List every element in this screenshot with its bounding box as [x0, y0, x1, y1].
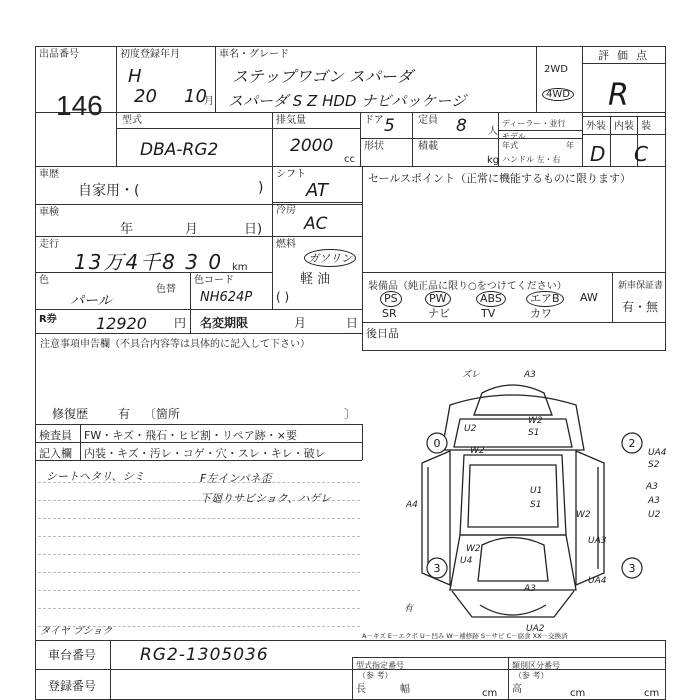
- type-label: 型式: [122, 115, 142, 126]
- model-grade-label: 車名・グレード: [219, 49, 289, 60]
- history-value: 自家用・(: [78, 183, 140, 199]
- note-line-3: 下廻りサビショク、ハゲレ: [200, 492, 332, 505]
- displacement-label: 排気量: [276, 115, 306, 126]
- mark: W2: [466, 544, 481, 554]
- ac-label: 冷房: [276, 205, 296, 216]
- load-label: 積載: [418, 141, 438, 152]
- note-line-2: F左インパネ歪: [200, 472, 272, 485]
- class-note: （参 考）: [514, 671, 549, 680]
- ac-value: AC: [304, 214, 328, 234]
- first-reg-era: H: [128, 66, 142, 87]
- score-label-2: 装: [641, 121, 651, 132]
- repair-value: 有: [118, 407, 131, 421]
- frame-left: [35, 46, 36, 700]
- color-code-paren: ( ): [276, 290, 290, 304]
- displacement-unit: cc: [344, 154, 355, 165]
- fuel-value: ガソリン: [304, 249, 356, 267]
- equip-sr: SR: [382, 307, 397, 320]
- mark: W2: [576, 510, 591, 520]
- tire-front-right: 2: [628, 437, 636, 450]
- handle-label: ハンドル 左・右: [502, 155, 561, 164]
- mark: W2: [528, 416, 543, 426]
- first-reg-month: 10: [184, 86, 207, 107]
- capacity-label: 定員: [418, 115, 438, 126]
- mark: ズレ: [462, 370, 481, 380]
- equip-aw: AW: [580, 291, 598, 304]
- repair-close: 〕: [344, 407, 357, 421]
- first-reg-year: 20: [134, 86, 157, 107]
- color-label: 色: [39, 275, 49, 286]
- shape-label: 形状: [364, 141, 384, 152]
- mark: S1: [530, 500, 542, 510]
- interior-value: C: [634, 142, 648, 166]
- deadline-day: 日: [346, 316, 359, 330]
- capacity-value: 8: [456, 116, 467, 136]
- inspection-label: 車検: [39, 207, 59, 218]
- warranty-value: 有・無: [622, 300, 659, 314]
- note-line-4: タイヤ ブショク: [40, 626, 113, 637]
- load-unit: kg: [487, 155, 500, 166]
- mark: S1: [528, 428, 540, 438]
- diagram-legend: A－キズ E－エクボ U－凹み W－補修跡 S－サビ C－腐食 XX－交換済: [362, 632, 568, 640]
- len-label: 長: [356, 684, 366, 695]
- color-change-label: 色替: [156, 284, 176, 295]
- inspection-month: 月: [185, 222, 199, 237]
- mark: UA4: [648, 448, 666, 458]
- mark: UA4: [588, 576, 607, 586]
- drive-2wd: 2WD: [544, 64, 568, 75]
- mark: UA2: [526, 624, 545, 634]
- inspection-day: 日): [244, 222, 263, 237]
- deadline-month: 月: [294, 316, 307, 330]
- tire-rear-right: 3: [628, 562, 636, 575]
- registration-label: 登録番号: [48, 679, 97, 693]
- mark: A3: [648, 496, 660, 506]
- mileage-unit: km: [232, 262, 248, 273]
- chassis-label: 車台番号: [48, 648, 97, 662]
- model-year-unit: 年: [566, 141, 574, 150]
- model-year-label2: 年式: [502, 141, 518, 150]
- score-label: 評価点: [598, 49, 655, 62]
- equip-navi: ナビ: [428, 307, 450, 320]
- caution-title: 注意事項申告欄（不具合内容等は具体的に記入して下さい）: [40, 339, 310, 350]
- mark: 有: [404, 604, 414, 614]
- lot-number: 146: [56, 90, 103, 121]
- equipment-title: 装備品（純正品に限り○をつけてください）: [368, 281, 567, 292]
- shift-value: AT: [306, 180, 328, 201]
- color-code-label: 色コード: [194, 275, 234, 286]
- model-year-label1: モデル: [502, 132, 526, 141]
- car-damage-diagram: [362, 355, 666, 640]
- type-spec-note: （参 考）: [358, 671, 393, 680]
- doors-value: 5: [384, 116, 395, 136]
- cm-3: cm: [644, 688, 660, 699]
- mark: U2: [648, 510, 661, 520]
- wid-label: 幅: [400, 684, 410, 695]
- equip-abs: ABS: [476, 291, 506, 307]
- tire-rear-left: 3: [433, 562, 441, 575]
- deadline-label: 名変期限: [200, 316, 249, 330]
- recycle-value: 12920: [96, 314, 147, 333]
- mark: U4: [460, 556, 473, 566]
- tire-front-left: 0: [433, 437, 441, 450]
- history-close: ): [258, 180, 264, 196]
- frame-top: [35, 46, 666, 47]
- mark: S2: [648, 460, 660, 470]
- cm-1: cm: [482, 688, 498, 699]
- mark: U2: [464, 424, 477, 434]
- exterior-value: D: [590, 142, 606, 166]
- grade-name: スパーダ S Z HDD ナビパッケージ: [228, 92, 466, 110]
- dealer-label: ディーラー・並行: [502, 119, 566, 128]
- model-name: ステップワゴン スパーダ: [232, 67, 413, 86]
- mileage-value: 13万4千8 3 0: [74, 250, 224, 274]
- shift-label: シフト: [276, 169, 306, 180]
- drive-4wd: 4WD: [542, 88, 574, 101]
- notes-label: 記入欄: [39, 447, 72, 460]
- cm-2: cm: [570, 688, 586, 699]
- month-unit: 月: [204, 96, 214, 107]
- class-label: 類別区分番号: [512, 661, 560, 670]
- mark: A3: [524, 370, 536, 380]
- mark: UA3: [588, 536, 607, 546]
- mileage-label: 走行: [39, 239, 59, 250]
- frame-right: [665, 46, 666, 351]
- recycle-label: R券: [39, 314, 57, 325]
- sales-points-title: セールスポイント（正常に機能するものに限ります）: [368, 172, 632, 185]
- mark: U1: [530, 486, 543, 496]
- color-value: パール: [70, 293, 112, 309]
- lot-label: 出品番号: [39, 49, 79, 60]
- capacity-unit: 人: [488, 126, 498, 137]
- color-code-value: NH624P: [200, 290, 253, 305]
- exterior-label: 外装: [586, 121, 606, 132]
- equip-tv: TV: [481, 307, 496, 320]
- legend-exterior: FW・キズ・飛石・ヒビ割・リペア跡・×要: [84, 429, 297, 442]
- fuel-light: 軽 油: [300, 272, 331, 287]
- mark: W2: [470, 446, 485, 456]
- mark: A4: [406, 500, 418, 510]
- legend-interior: 内装・キズ・汚レ・コゲ・穴・スレ・キレ・破レ: [84, 447, 326, 460]
- inspection-year: 年: [120, 222, 134, 237]
- mark: A3: [646, 482, 658, 492]
- recycle-unit: 円: [174, 316, 187, 330]
- equip-airbag: エアB: [526, 291, 564, 307]
- history-label: 車歴: [39, 169, 59, 180]
- fuel-label: 燃料: [276, 239, 296, 250]
- type-value: DBA-RG2: [140, 140, 219, 160]
- hgt-label: 高: [512, 684, 522, 695]
- doors-label: ドア: [364, 115, 384, 126]
- type-spec-label: 型式指定番号: [356, 661, 404, 670]
- later-items-label: 後日品: [366, 327, 399, 340]
- equip-pw: PW: [425, 291, 451, 307]
- mark: A3: [524, 584, 536, 594]
- note-line-1: シートヘタリ、シミ: [46, 470, 145, 483]
- first-reg-label: 初度登録年月: [120, 49, 180, 60]
- repair-label: 修復歴: [52, 407, 89, 421]
- inspector-label: 検査員: [39, 429, 72, 442]
- displacement-value: 2000: [290, 136, 334, 156]
- repair-place: 〔箇所: [144, 407, 181, 421]
- interior-label: 内装: [614, 121, 634, 132]
- chassis-value: RG2-1305036: [140, 645, 269, 665]
- equip-ps: PS: [380, 291, 402, 307]
- score-value: R: [608, 78, 629, 113]
- warranty-title: 新車保証書: [618, 281, 664, 291]
- equip-leather: カワ: [530, 307, 552, 320]
